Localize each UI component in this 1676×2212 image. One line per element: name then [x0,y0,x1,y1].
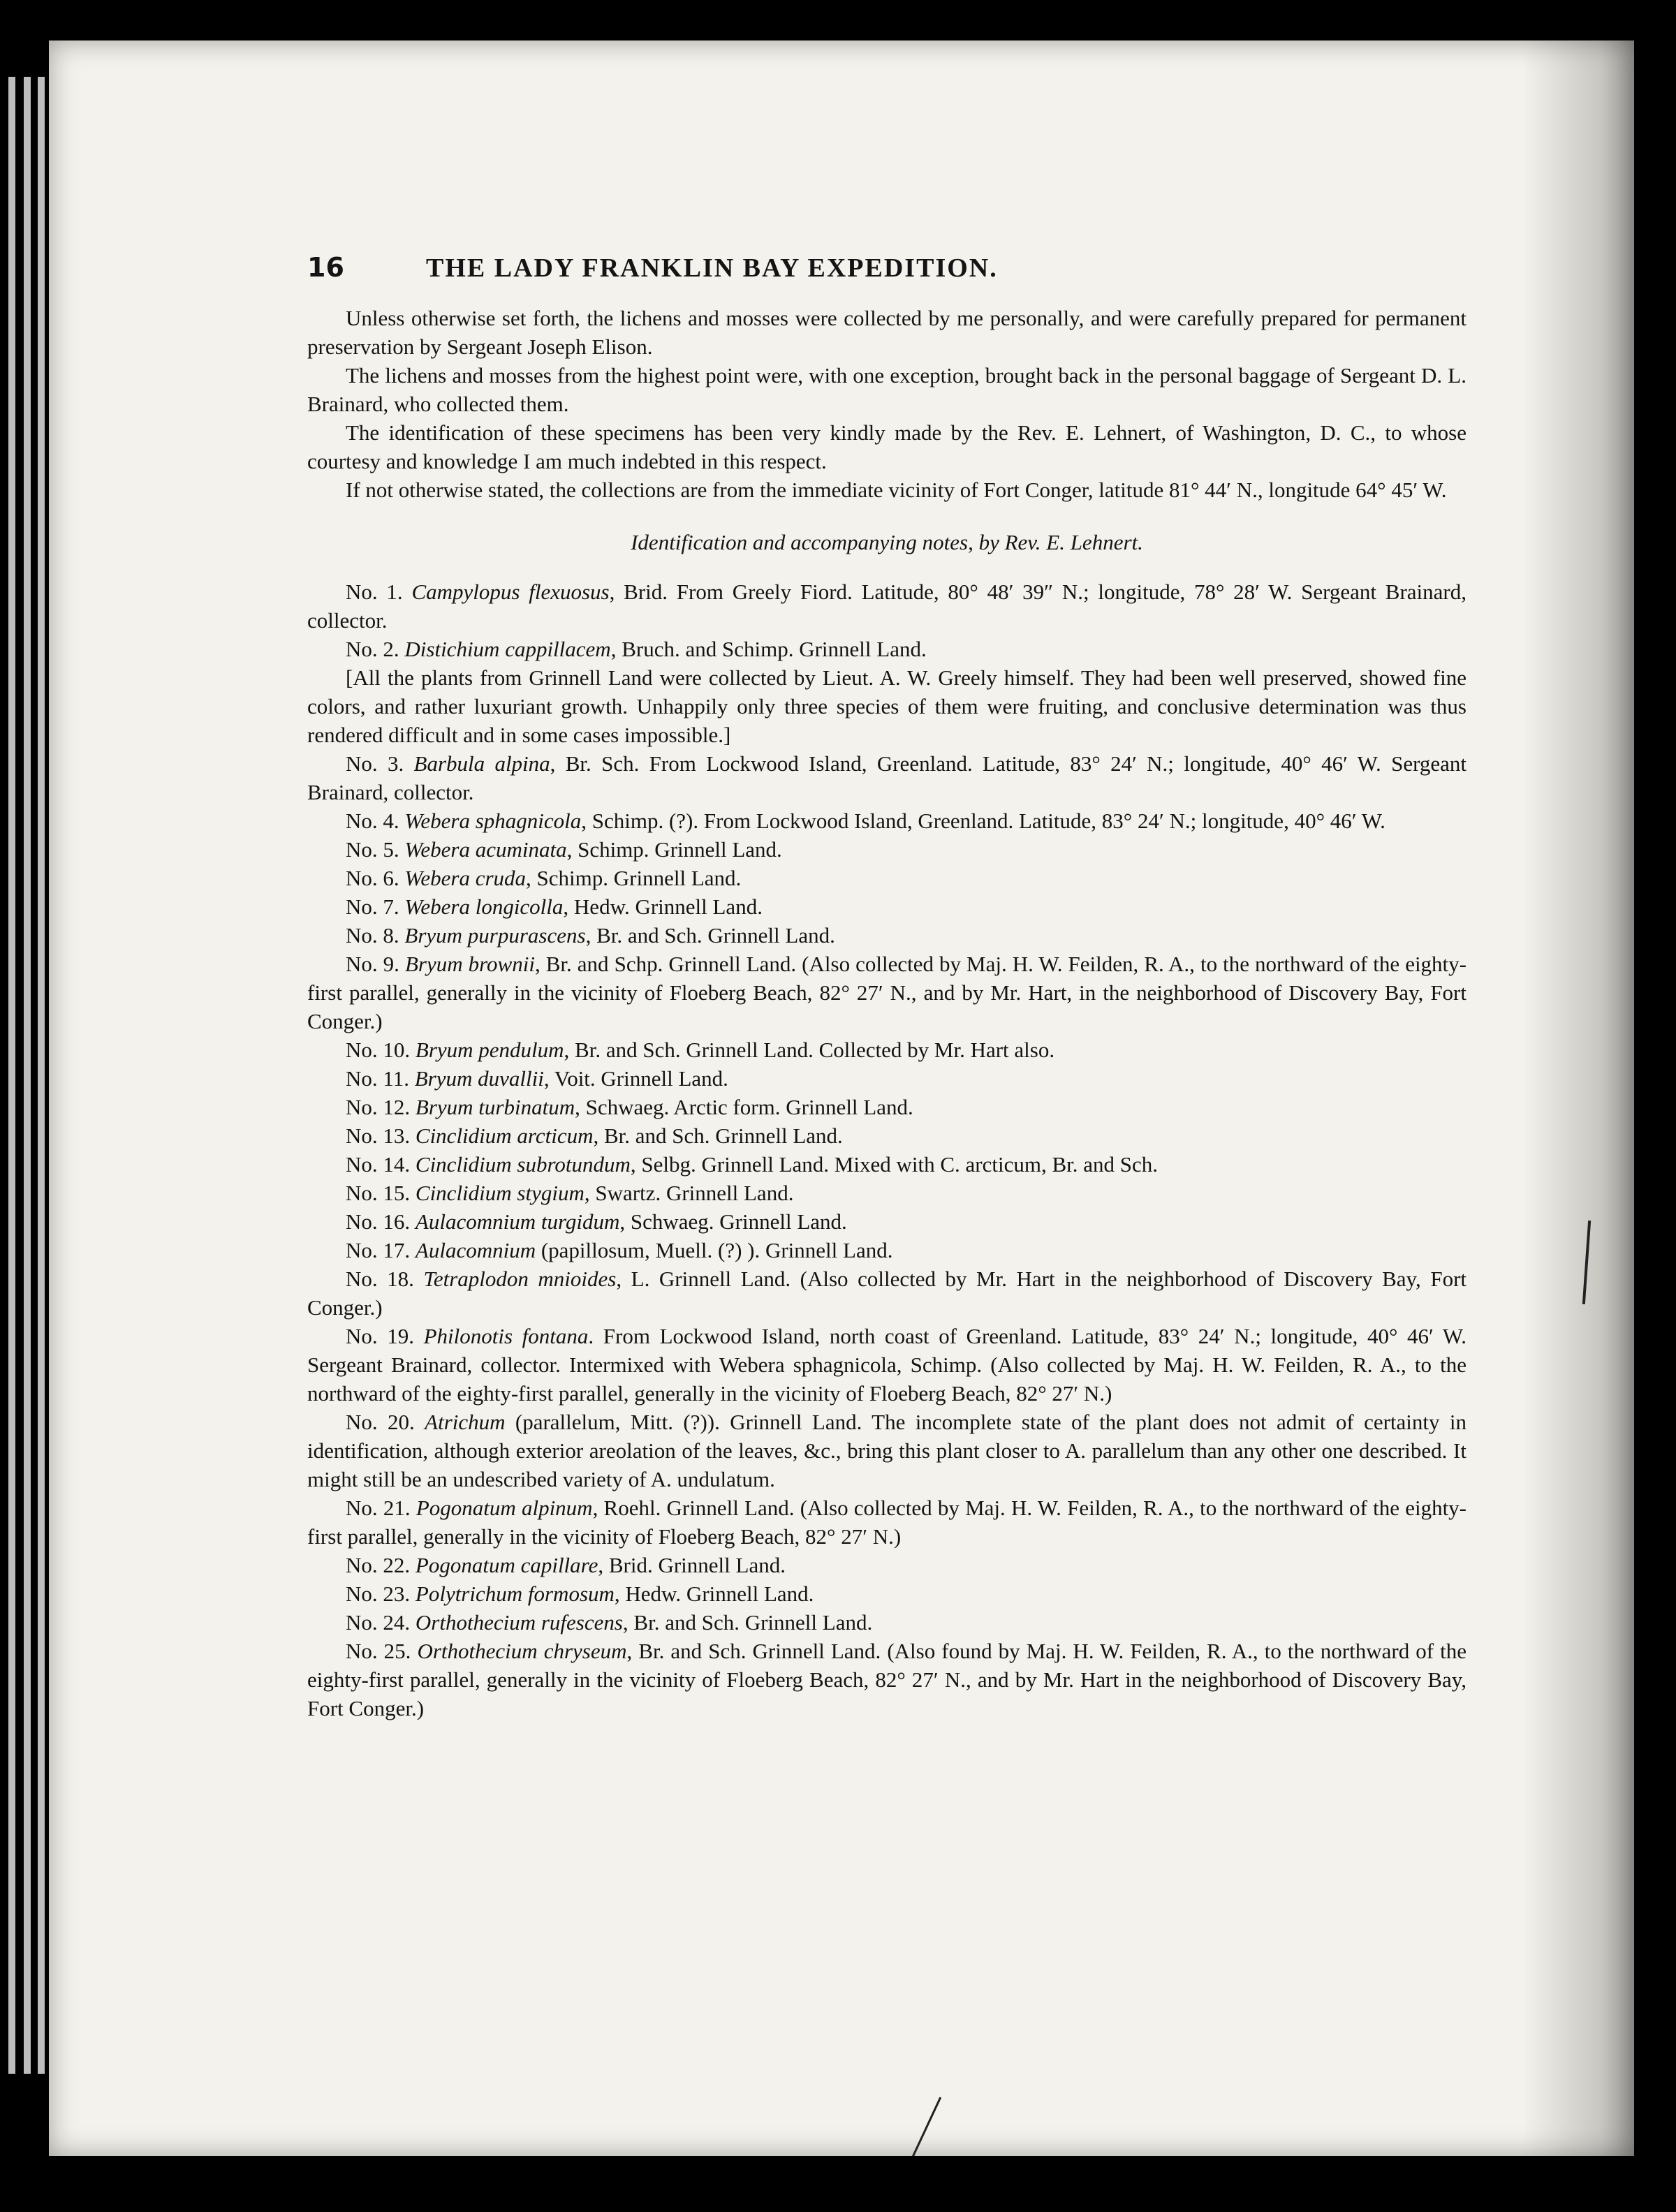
species-name: Webera cruda [404,866,527,890]
book-page [49,40,1634,2156]
entry-number: No. 14. [346,1152,411,1177]
species-entry [307,1179,1466,1207]
running-head [307,253,1466,283]
entry-number: No. 21. [346,1496,411,1520]
entry-text: , Schimp. (?). From Lockwood Island, Greenland. Latitude, 83° 24′ N.; longitude, 40° 46′ W. [581,809,1385,833]
entry-number: No. 4. [346,809,399,833]
species-name: Atrichum [425,1410,506,1434]
entry-number: No. 2. [346,637,399,661]
entry-number: No. 19. [346,1324,414,1348]
species-name: Pogonatum alpinum [416,1496,593,1520]
species-name: Orthothecium chryseum [417,1639,627,1663]
species-entry [307,1093,1466,1121]
species-entry [307,1637,1466,1723]
entry-text: , Br. and Sch. Grinnell Land. Collected by Mr. Hart also. [564,1038,1055,1062]
page-edge-strip [8,77,15,2074]
entry-text: , Voit. Grinnell Land. [543,1066,728,1091]
page-edge-strip [24,77,31,2074]
species-name: Barbula alpina [413,751,550,776]
species-entry [307,1608,1466,1637]
entry-number: No. 6. [346,866,399,890]
species-name: Webera longicolla [404,894,564,919]
intro-paragraph: Unless otherwise set forth, the lichens and mosses were collected by me personally, and were carefully prepared for permanent preservation by Sergeant Joseph Elison. [307,306,1466,359]
entry-text: , Br. and Sch. Grinnell Land. [593,1123,843,1148]
entry-number: No. 17. [346,1238,411,1262]
species-entry [307,892,1466,921]
species-name: Bryum pendulum [415,1038,564,1062]
entry-number: No. 24. [346,1610,411,1635]
species-entry [307,1035,1466,1064]
species-entry [307,1121,1466,1150]
species-name: Bryum duvallii [414,1066,544,1091]
intro-paragraph: The identification of these specimens has been very kindly made by the Rev. E. Lehnert, of Washington, D. C., to whose courtesy and knowledge I am much indebted in this respect. [307,420,1466,473]
species-name: Webera sphagnicola [404,809,582,833]
entry-number: No. 13. [346,1123,411,1148]
species-list [307,577,1466,1723]
entry-text: , Brid. From Greely Fiord. Latitude, 80° 48′ 39″ N.; longitude, 78° 28′ W. Sergeant Brainard, collector. [307,580,1466,633]
species-name: Campylopus flexuosus [411,580,610,604]
species-entry [307,835,1466,864]
species-entry [307,1322,1466,1408]
species-name: Bryum brownii [404,952,535,976]
entry-number: No. 3. [346,751,404,776]
entry-text: (papillosum, Muell. (?) ). Grinnell Land. [536,1238,893,1262]
species-name: Cinclidium subrotundum [415,1152,631,1177]
species-name: Bryum turbinatum [415,1095,575,1119]
species-name: Distichium cappillacem [404,637,611,661]
intro-paragraph: The lichens and mosses from the highest point were, with one exception, brought back in the personal baggage of Sergeant D. L. Brainard, who collected them. [307,363,1466,416]
species-entry [307,806,1466,835]
entry-number: No. 7. [346,894,399,919]
species-name: Cinclidium arcticum [415,1123,594,1148]
entry-number: No. 23. [346,1581,411,1606]
species-entry [307,1207,1466,1236]
entry-text: , Selbg. Grinnell Land. Mixed with C. arcticum, Br. and Sch. [630,1152,1158,1177]
running-title: THE LADY FRANKLIN BAY EXPEDITION. [426,253,998,283]
entry-number: No. 22. [346,1553,411,1577]
species-name: Webera acuminata [404,837,567,862]
entry-text: , Br. Sch. From Lockwood Island, Greenland. Latitude, 83° 24′ N.; longitude, 40° 46′ W. Sergeant Brainard, collector. [307,751,1467,804]
section-subheading: Identification and accompanying notes, by Rev. E. Lehnert. [631,530,1143,554]
species-entry [307,1064,1466,1093]
entry-number: No. 18. [346,1267,414,1291]
species-name: Orthothecium rufescens [415,1610,623,1635]
entry-number: No. 1. [346,580,403,604]
entry-number: No. 16. [346,1209,411,1234]
species-entry [307,1494,1466,1551]
entry-number: No. 9. [346,952,399,976]
entry-text: , Schwaeg. Grinnell Land. [619,1209,847,1234]
page-fold-shadow [1522,40,1634,2156]
entry-text: , Roehl. Grinnell Land. (Also collected by Maj. H. W. Feilden, R. A., to the northward of the eighty-first parallel, generally in the vicinity of Floeberg Beach, 82° 27′ N.) [307,1496,1466,1549]
entry-number: No. 5. [346,837,399,862]
species-entry [307,1551,1466,1579]
entry-number: No. 20. [346,1410,415,1434]
species-entry [307,1579,1466,1608]
entry-text: , Swartz. Grinnell Land. [584,1181,794,1205]
species-entry [307,1150,1466,1179]
page-edge-strip [38,77,45,2074]
stray-pencil-mark [904,2097,941,2156]
species-entry [307,921,1466,950]
species-name: Bryum purpurascens [404,923,586,948]
species-entry [307,950,1466,1035]
entry-number: No. 10. [346,1038,411,1062]
species-entry [307,1264,1466,1322]
species-name: Polytrichum formosum [415,1581,615,1606]
species-name: Aulacomnium turgidum [415,1209,620,1234]
page-content [307,253,1466,1723]
entry-text: , Hedw. Grinnell Land. [563,894,763,919]
intro-paragraph: If not otherwise stated, the collections are from the immediate vicinity of Fort Conger, latitude 81° 44′ N., longitude 64° 45′ W. [346,478,1447,502]
entry-text: , Br. and Schp. Grinnell Land. (Also collected by Maj. H. W. Feilden, R. A., to the northward of the eighty-first parallel, generally in the vicinity of Floeberg Beach, 82° 27′ N., and by Mr. Hart, in the neighborhood of Discovery Bay, Fort Conger.) [307,952,1466,1033]
entry-text: , Schwaeg. Arctic form. Grinnell Land. [575,1095,913,1119]
entry-text: , L. Grinnell Land. (Also collected by Mr. Hart in the neighborhood of Discovery Bay, Fort Conger.) [307,1267,1466,1320]
species-name: Philonotis fontana [423,1324,589,1348]
species-name: Tetraplodon mnioides [423,1267,617,1291]
species-entry [307,663,1466,749]
species-entry [307,635,1466,663]
species-entry [307,577,1466,635]
entry-text: , Br. and Sch. Grinnell Land. (Also found by Maj. H. W. Feilden, R. A., to the northward of the eighty-first parallel, generally in the vicinity of Floeberg Beach, 82° 27′ N., and by Mr. Hart in the neighborhood of Discovery Bay, Fort Conger.) [307,1639,1466,1720]
species-entry [307,749,1466,806]
entry-text: [All the plants from Grinnell Land were collected by Lieut. A. W. Greely himself. They had been well preserved, showed fine colors, and rather luxuriant growth. Unhappily only three species of them were fruiting, and conclusive determination was thus rendered difficult and in some cases impossible.] [307,665,1466,747]
page-number: 16 [307,252,344,283]
entry-text: , Schimp. Grinnell Land. [566,837,782,862]
entry-text: , Bruch. and Schimp. Grinnell Land. [610,637,927,661]
entry-text: , Br. and Sch. Grinnell Land. [585,923,835,948]
entry-text: (parallelum, Mitt. (?)). Grinnell Land. The incomplete state of the plant does not admit of certainty in identification, although exterior areolation of the leaves, &c., bring this plant closer to A. parallelum than any other one described. It might still be an undescribed variety of A. undulatum. [307,1410,1467,1491]
entry-number: No. 12. [346,1095,411,1119]
species-entry [307,864,1466,892]
species-name: Cinclidium stygium [415,1181,585,1205]
entry-number: No. 25. [346,1639,411,1663]
entry-text: , Brid. Grinnell Land. [598,1553,786,1577]
entry-text: , Br. and Sch. Grinnell Land. [622,1610,873,1635]
species-entry [307,1236,1466,1264]
entry-number: No. 8. [346,923,399,948]
entry-number: No. 15. [346,1181,411,1205]
species-entry [307,1408,1466,1494]
species-name: Aulacomnium [415,1238,536,1262]
species-name: Pogonatum capillare [415,1553,598,1577]
intro-section [307,304,1466,504]
entry-text: , Schimp. Grinnell Land. [526,866,742,890]
entry-text: , Hedw. Grinnell Land. [614,1581,814,1606]
entry-text: . From Lockwood Island, north coast of Greenland. Latitude, 83° 24′ N.; longitude, 40° 46′ W. Sergeant Brainard, collector. Intermixed with Webera sphagnicola, Schimp. (Also collected by Maj. H. W. Feilden, R. A., to the northward of the eighty-first parallel, generally in the vicinity of Floeberg Beach, 82° 27′ N.) [307,1324,1467,1406]
entry-number: No. 11. [346,1066,409,1091]
